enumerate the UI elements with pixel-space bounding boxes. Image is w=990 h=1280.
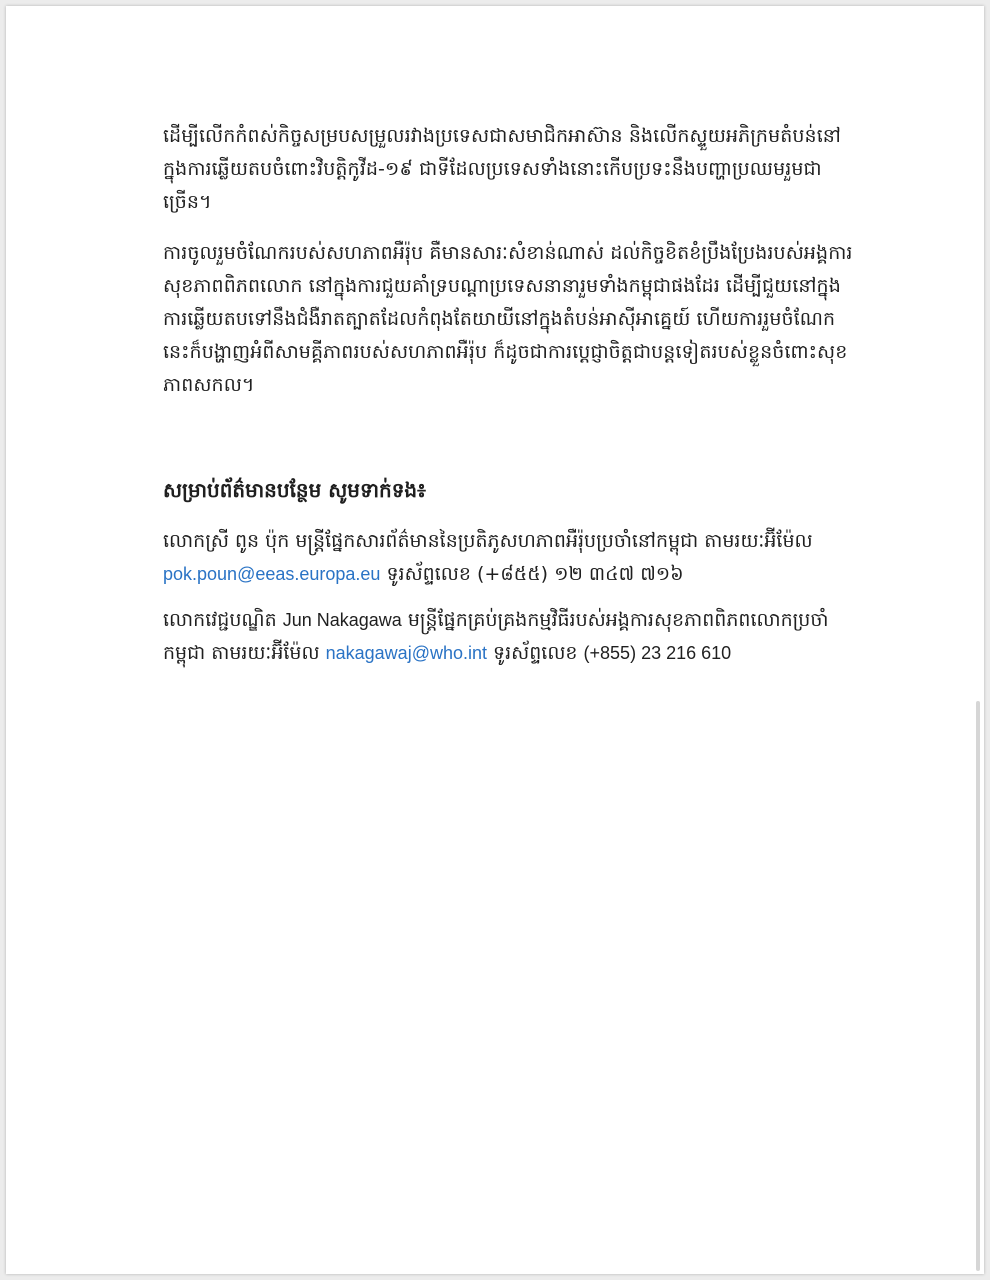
contact-heading: សម្រាប់ព័ត៌មានបន្ថែម សូមទាក់ទង៖ [163, 478, 426, 502]
document-body [163, 120, 853, 670]
paragraph-2: ការចូលរួមចំណែករបស់សហភាពអឺរ៉ុប គឺមានសារៈសំខាន់ណាស់ ដល់កិច្ចខិតខំប្រឹងប្រែងរបស់អង្គការសុខភាពពិភពលោក នៅក្នុងការជួយគាំទ្របណ្តាប្រទេសនានារួមទាំងកម្ពុជាផងដែរ ដើម្បីជួយនៅក្នុងការឆ្លើយតបទៅនឹងជំងឺរាតត្បាតដែលកំពុងតែយាយីនៅក្នុងតំបន់អាស៊ីអាគ្នេយ៍ ហើយការរួមចំណែកនេះក៏បង្ហាញអំពីសាមគ្គីភាពរបស់សហភាពអឺរ៉ុប ក៏ដូចជាការប្តេជ្ញាចិត្តជាបន្តទៀតរបស់ខ្លួនចំពោះសុខភាពសកល។ [163, 242, 853, 396]
contact-2-name: Jun Nakagawa [282, 610, 402, 630]
contact-2-email-link[interactable]: nakagawaj@who.int [325, 643, 487, 663]
contact-2-phone: (+855) 23 216 610 [583, 643, 732, 663]
contact-1-text: លោកស្រី ពូន ប៉ុក មន្ត្រីផ្នែកសារព័ត៌មាននៃប្រតិភូសហភាពអឺរ៉ុបប្រចាំនៅកម្ពុជា តាមរយៈអ៊ីម៉ែល [163, 530, 813, 552]
contact-2-title: លោកវេជ្ជបណ្ឌិត [163, 609, 277, 631]
contact-1-phone: ទូរស័ព្ទលេខ (+៨៥៥) ១២ ៣៤៧ ៧១៦ [386, 563, 684, 585]
scrollbar[interactable] [976, 701, 980, 1271]
contact-1 [163, 525, 853, 591]
contact-1-email-link[interactable]: pok.poun@eeas.europa.eu [163, 564, 381, 584]
contact-2-text: មន្ត្រីផ្នែកគ្រប់គ្រងកម្មវិធីរបស់អង្គការសុខភាពពិភពលោកប្រចាំកម្ពុជា តាមរយៈអ៊ីម៉ែល [163, 609, 829, 664]
contact-2-phone-label: ទូរស័ព្ទលេខ [493, 642, 578, 664]
paragraph-1: ដើម្បីលើកកំពស់កិច្ចសម្របសម្រួលរវាងប្រទេសជាសមាជិកអាស៊ាន និងលើកស្ទួយអភិក្រមតំបន់នៅក្នុងការឆ្លើយតបចំពោះវិបត្តិកូវីដ-១៩ ជាទីដែលប្រទេសទាំងនោះកើបប្រទះនឹងបញ្ហាប្រឈមរួមជាច្រើន។ [163, 125, 841, 213]
contact-2 [163, 604, 853, 670]
document-page [6, 6, 984, 1274]
